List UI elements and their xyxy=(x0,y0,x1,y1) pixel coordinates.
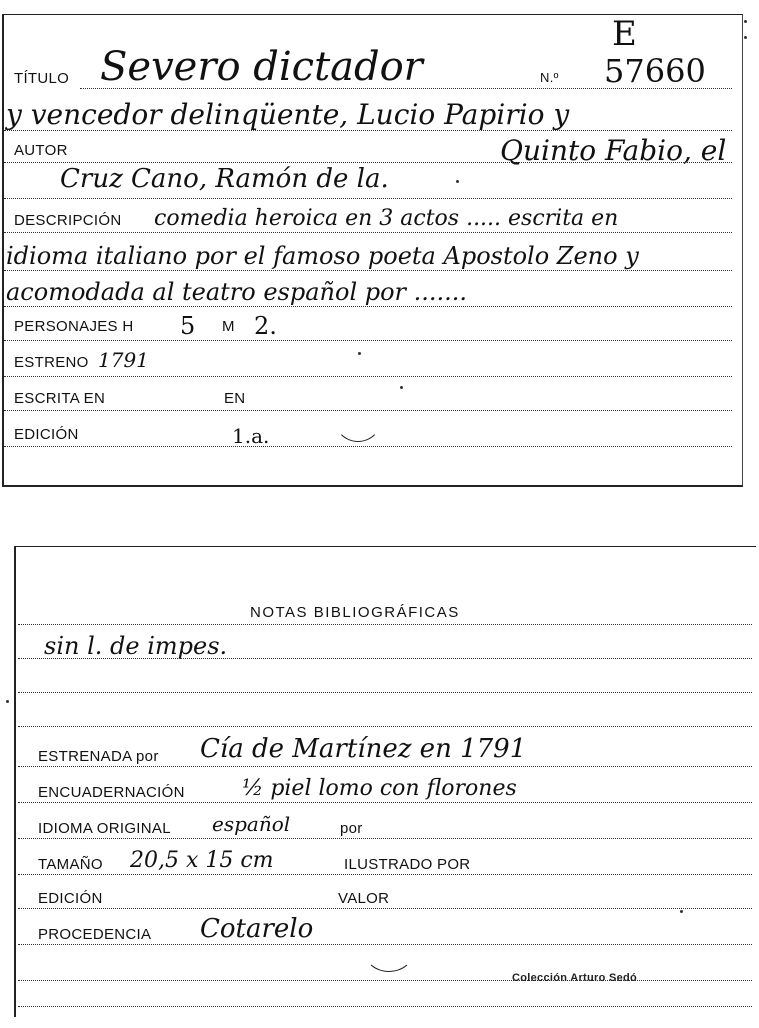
notas-dotline-3 xyxy=(18,726,752,727)
coleccion-stamp: Colección Arturo Sedó xyxy=(512,972,638,984)
escrita-label: ESCRITA EN xyxy=(14,390,106,407)
personajes-m-value: 2. xyxy=(254,312,277,340)
notas-dotline-0 xyxy=(18,624,752,625)
punch-hole-bottom xyxy=(364,930,414,972)
personajes-dotline xyxy=(4,340,732,341)
scan-speck xyxy=(680,910,683,913)
autor-value-dotline xyxy=(4,198,732,199)
descripcion-line-3: acomodada al teatro español por ....... xyxy=(6,278,468,306)
titulo-line-1: Severo dictador xyxy=(100,44,423,90)
titulo-line-2: y vencedor delinqüente, Lucio Papirio y xyxy=(6,98,570,131)
notas-dotline-2 xyxy=(18,692,752,693)
tamano-label: TAMAÑO xyxy=(38,856,103,873)
scan-speck xyxy=(358,352,361,355)
bottom-dotline-last xyxy=(18,1006,752,1007)
escrita-en-label: EN xyxy=(224,390,246,407)
estrenada-value: Cía de Martínez en 1791 xyxy=(200,734,527,764)
numero-value: 57660 xyxy=(604,52,706,90)
scan-speck xyxy=(6,700,9,703)
encuadernacion-dotline xyxy=(18,802,752,803)
descripcion-dotline-3 xyxy=(4,306,732,307)
autor-dotline xyxy=(4,162,732,163)
scan-speck xyxy=(744,36,747,39)
personajes-m-label: M xyxy=(222,318,235,335)
ilustrado-label: ILUSTRADO POR xyxy=(344,856,471,873)
procedencia-value: Cotarelo xyxy=(200,914,314,944)
edicion-bottom-label: EDICIÓN xyxy=(38,890,103,907)
edicion-dotline xyxy=(4,446,732,447)
idioma-label: IDIOMA ORIGINAL xyxy=(38,820,171,837)
descripcion-dotline-1 xyxy=(4,232,732,233)
numero-label: N.º xyxy=(540,70,559,85)
descripcion-line-2: idioma italiano por el famoso poeta Apostolo Zeno y xyxy=(6,242,639,270)
corner-letter: E xyxy=(612,14,637,54)
edicion-value: 1.a. xyxy=(232,424,270,448)
descripcion-label: DESCRIPCIÓN xyxy=(14,212,122,229)
descripcion-line-1: comedia heroica en 3 actos ..... escrita en xyxy=(154,206,619,231)
titulo-dotline-2 xyxy=(4,130,732,131)
procedencia-label: PROCEDENCIA xyxy=(38,926,152,943)
notas-heading: NOTAS BIBLIOGRÁFICAS xyxy=(250,604,460,621)
scan-speck xyxy=(400,386,403,389)
titulo-line-3: Quinto Fabio, el xyxy=(500,134,727,167)
valor-label: VALOR xyxy=(338,890,390,907)
estreno-dotline xyxy=(4,376,732,377)
estreno-value: 1791 xyxy=(98,348,149,372)
notas-dotline-1 xyxy=(18,658,752,659)
estrenada-label xyxy=(38,748,159,765)
estreno-label: ESTRENO xyxy=(14,354,89,371)
scan-speck xyxy=(456,180,459,183)
tamano-value: 20,5 x 15 cm xyxy=(130,848,274,873)
personajes-h-value: 5 xyxy=(180,312,196,340)
estrenada-dotline xyxy=(18,766,752,767)
idioma-dotline xyxy=(18,838,752,839)
edicion-bottom-dotline xyxy=(18,908,752,909)
autor-value: Cruz Cano, Ramón de la. xyxy=(60,164,389,194)
estrenada-label-text: ESTRENADA xyxy=(38,748,132,765)
idioma-por: por xyxy=(340,820,363,837)
coleccion-dotline xyxy=(18,980,752,981)
encuadernacion-value: ½ piel lomo con florones xyxy=(242,776,517,801)
autor-label: AUTOR xyxy=(14,142,68,159)
encuadernacion-label: ENCUADERNACIÓN xyxy=(38,784,185,801)
titulo-dotline-1 xyxy=(80,88,732,89)
notas-line-1: sin l. de impes. xyxy=(44,632,228,660)
punch-hole-top xyxy=(334,394,382,442)
tamano-dotline xyxy=(18,874,752,875)
personajes-label: PERSONAJES H xyxy=(14,318,134,335)
scan-speck xyxy=(744,20,747,23)
idioma-value: español xyxy=(212,812,291,836)
edicion-label: EDICIÓN xyxy=(14,426,79,443)
descripcion-dotline-2 xyxy=(4,270,732,271)
titulo-label: TÍTULO xyxy=(14,70,70,87)
estrenada-por: por xyxy=(136,748,159,765)
